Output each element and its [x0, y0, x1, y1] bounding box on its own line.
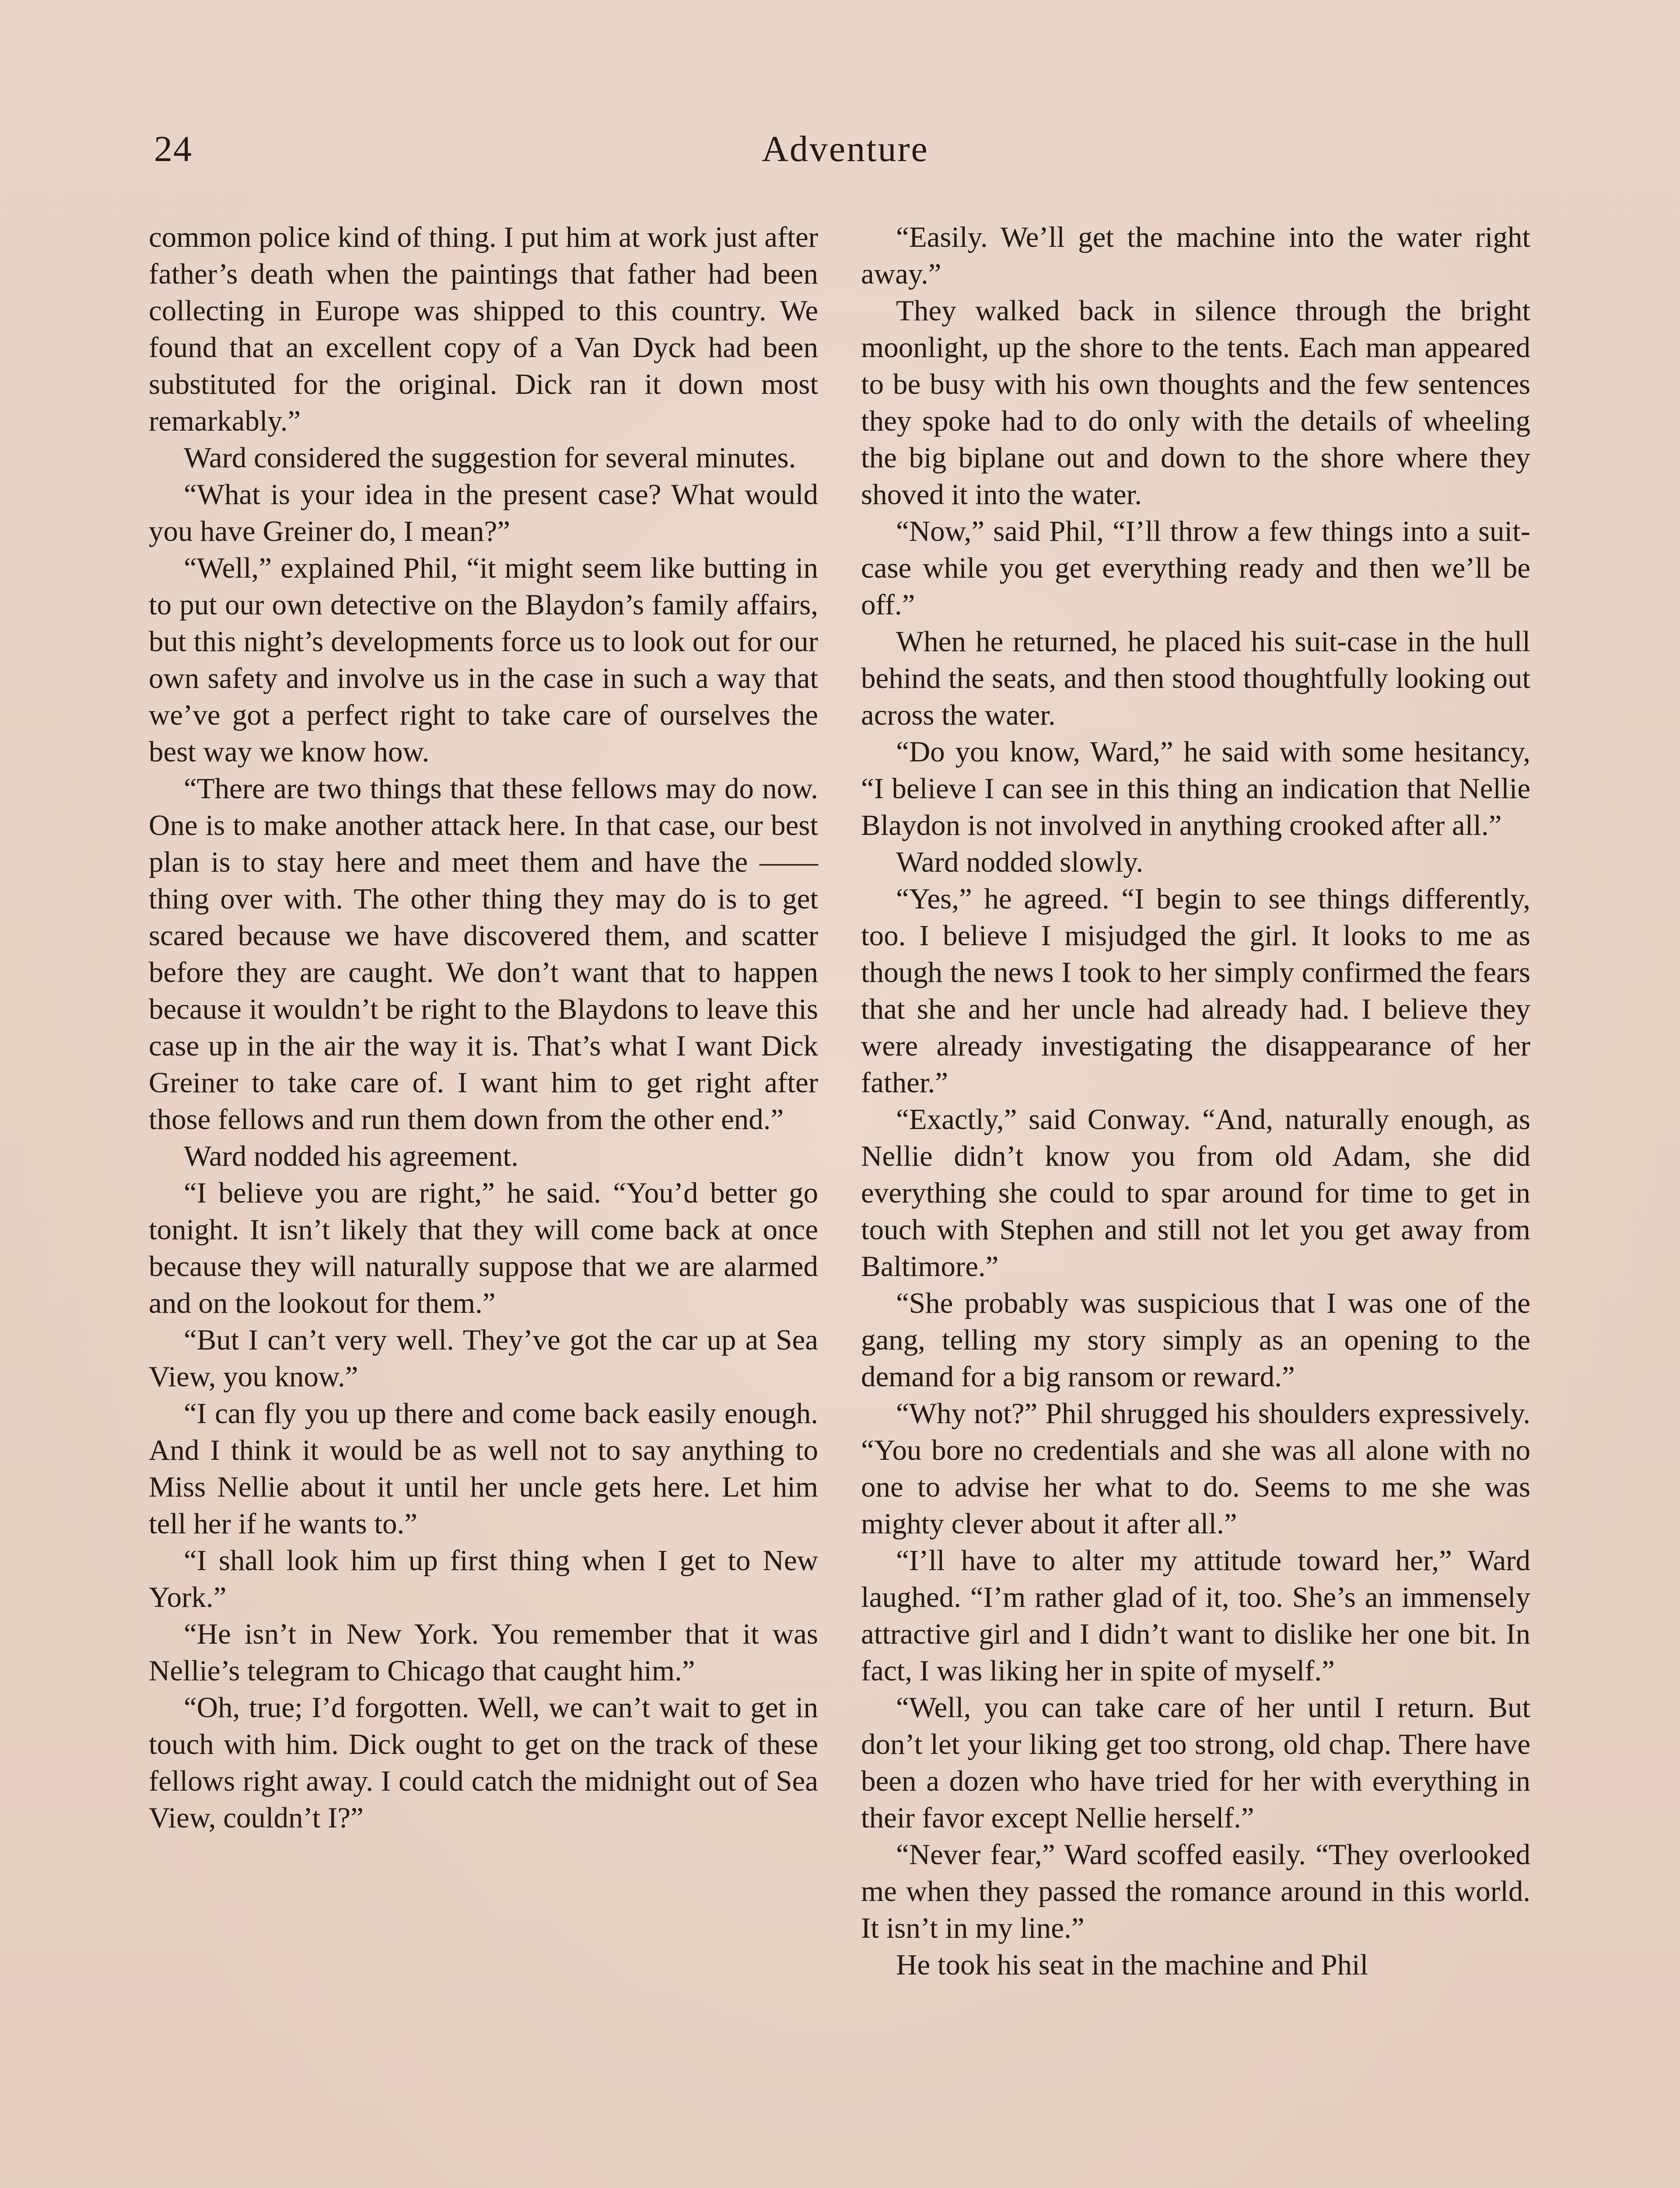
paragraph: “Oh, true; I’d forgotten. Well, we can’t wait to get in touch with him. Dick ought to get on the track of these fellows right away. I could catch the midnight out of Sea View, couldn’t I?” [149, 1691, 818, 1834]
right-text-column [861, 219, 1530, 1983]
left-text-column [149, 219, 818, 1836]
paragraph: When he returned, he placed his suit-case in the hull behind the seats, and then stood thoughtfully looking out across the water. [861, 625, 1530, 731]
page-number: 24 [154, 129, 192, 169]
paragraph: “Now,” said Phil, “I’ll throw a few things into a suit-case while you get everything ready and then we’ll be off.” [861, 515, 1530, 621]
paragraph: They walked back in silence through the bright moonlight, up the shore to the tents. Each man appeared to be busy with his own thoughts and the few sentences they spoke had to do only with the details of wheeling the big biplane out and down to the shore where they shoved it into the water. [861, 295, 1530, 511]
paragraph: Ward nodded slowly. [896, 846, 1144, 878]
paragraph: “Do you know, Ward,” he said with some hesitancy, “I believe I can see in this thing an indication that Nellie Blaydon is not involved in anything crooked after all.” [861, 736, 1530, 842]
paragraph: common police kind of thing. I put him at work just after father’s death when the paintings that father had been collecting in Europe was shipped to this country. We found that an excellent copy of a Van Dyck had been substituted for the original. Dick ran it down most remarkably.” [149, 221, 818, 437]
paragraph: Ward considered the suggestion for several minutes. [184, 442, 796, 474]
paragraph: “Easily. We’ll get the machine into the water right away.” [861, 221, 1530, 290]
paragraph: “Why not?” Phil shrugged his shoulders expressively. “You bore no credentials and she was all alone with no one to advise her what to do. Seems to me she was mighty clever about it after all.” [861, 1397, 1530, 1540]
page-header [154, 128, 1536, 185]
paragraph: “I shall look him up first thing when I get to New York.” [149, 1544, 818, 1613]
paragraph: “Well, you can take care of her until I return. But don’t let your liking get too strong, old chap. There have been a dozen who have tried for her with everything in their favor except Nellie herself.” [861, 1691, 1530, 1834]
paragraph: “I believe you are right,” he said. “You’d better go tonight. It isn’t likely that they will come back at once because they will naturally suppose that we are alarmed and on the lookout for them.” [149, 1177, 818, 1319]
paragraph: “Never fear,” Ward scoffed easily. “They overlooked me when they passed the romance around in this world. It isn’t in my line.” [861, 1838, 1530, 1944]
paragraph: Ward nodded his agreement. [184, 1140, 518, 1172]
paragraph: He took his seat in the machine and Phil [896, 1949, 1368, 1981]
paragraph: “I can fly you up there and come back easily enough. And I think it would be as well not to say anything to Miss Nellie about it until her uncle gets here. Let him tell her if he wants to.” [149, 1397, 818, 1540]
paragraph: “He isn’t in New York. You remember that it was Nellie’s telegram to Chicago that caught him.” [149, 1618, 818, 1687]
paragraph: “She probably was suspicious that I was one of the gang, telling my story simply as an opening to the demand for a big ransom or reward.” [861, 1287, 1530, 1393]
paragraph: “What is your idea in the present case? What would you have Greiner do, I mean?” [149, 478, 818, 547]
paragraph: “I’ll have to alter my attitude toward her,” Ward laughed. “I’m rather glad of it, too. She’s an immensely attractive girl and I didn’t want to dislike her one bit. In fact, I was liking her in spite of myself.” [861, 1544, 1530, 1687]
running-title: Adventure [762, 129, 929, 169]
paragraph: “But I can’t very well. They’ve got the car up at Sea View, you know.” [149, 1324, 818, 1393]
paragraph: “Yes,” he agreed. “I begin to see things differently, too. I believe I misjudged the girl. It looks to me as though the news I took to her simply confirmed the fears that she and her uncle had already had. I believe they were already investigating the disappearance of her father.” [861, 883, 1530, 1099]
paragraph: “Exactly,” said Conway. “And, naturally enough, as Nellie didn’t know you from old Adam, she did everything she could to spar around for time to get in touch with Stephen and still not let you get away from Baltimore.” [861, 1103, 1530, 1283]
paragraph: “There are two things that these fellows may do now. One is to make another attack here. In that case, our best plan is to stay here and meet them and have the —— thing over with. The other thing they may do is to get scared because we have discovered them, and scatter before they are caught. We don’t want that to happen because it wouldn’t be right to the Blaydons to leave this case up in the air the way it is. That’s what I want Dick Greiner to take care of. I want him to get right after those fellows and run them down from the other end.” [149, 772, 818, 1136]
paragraph: “Well,” explained Phil, “it might seem like butting in to put our own detective on the Blaydon’s family affairs, but this night’s developments force us to look out for our own safety and involve us in the case in such a way that we’ve got a perfect right to take care of ourselves the best way we know how. [149, 552, 818, 768]
